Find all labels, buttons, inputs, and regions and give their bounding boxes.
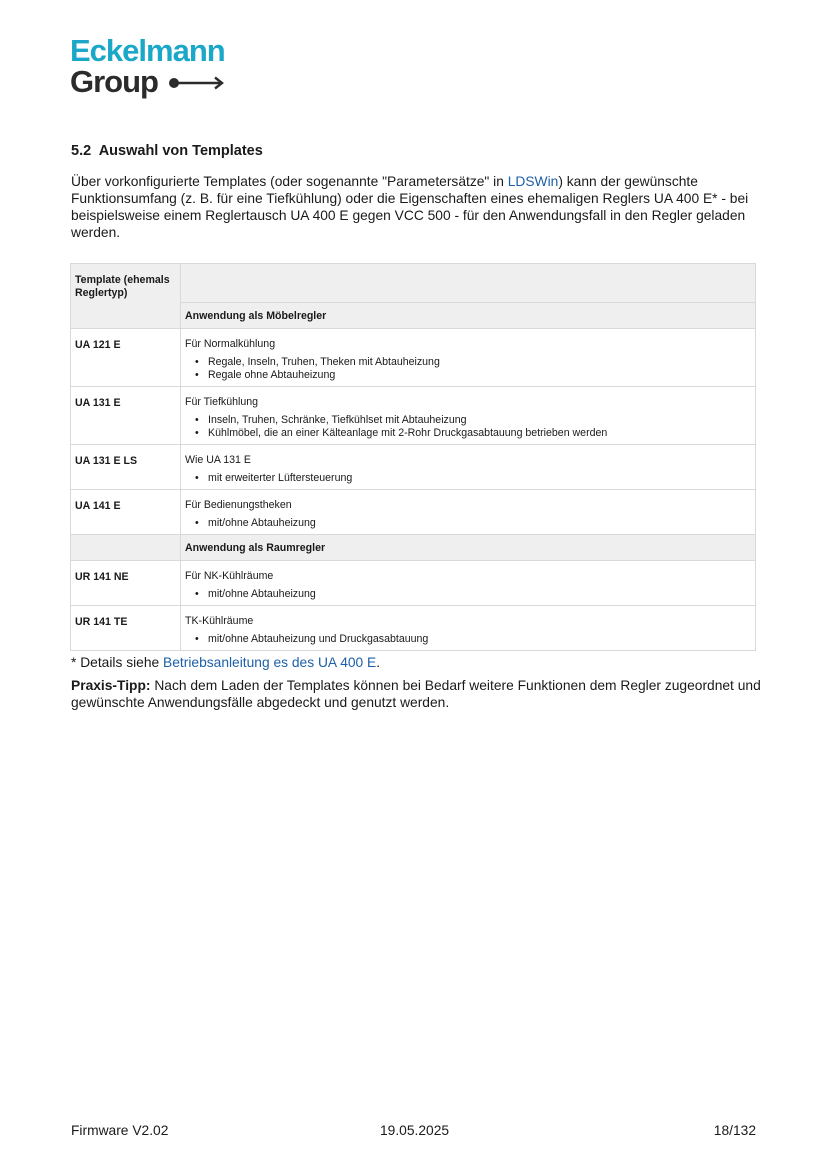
description-title: Für Tiefkühlung xyxy=(185,396,259,408)
tip-label: Praxis-Tipp: xyxy=(71,678,151,693)
intro-paragraph xyxy=(71,173,761,241)
bullet-list xyxy=(185,356,751,382)
logo-group-text: Group xyxy=(70,64,158,99)
intro-text-2: ) kann der gewünschte Funktionsumfang (z. B. für eine Tiefkühlung) oder die Eigenschaften eines ehemaligen Reglers UA 400 E* - bei beispielsweise einem Reglertausch UA 400 E gegen VCC 500 - für den Anwendungsfall in den Regler geladen werden. xyxy=(71,174,749,240)
list-item: • Regale ohne Abtauheizung xyxy=(193,369,751,382)
template-description xyxy=(181,561,756,606)
bullet-list xyxy=(185,588,751,601)
template-name: UA 131 E xyxy=(71,387,181,445)
template-name: UR 141 TE xyxy=(71,606,181,651)
description-title: Für Bedienungstheken xyxy=(185,499,292,511)
group-moebelregler: Anwendung als Möbelregler xyxy=(181,303,756,329)
section-heading xyxy=(71,143,263,159)
bullet-list xyxy=(185,517,751,530)
table-row xyxy=(71,445,756,490)
list-item: • mit/ohne Abtauheizung xyxy=(193,588,751,601)
tip-text: Nach dem Laden der Templates können bei Bedarf weitere Funktionen dem Regler zugeordnet und gewünschte Anwendungsfälle abgedeckt und genutzt werden. xyxy=(71,678,761,710)
group-raumregler: Anwendung als Raumregler xyxy=(181,535,756,561)
logo-wordmark-top: Eckelmann xyxy=(70,33,225,68)
footer-firmware: Firmware V2.02 xyxy=(71,1123,169,1138)
description-title: Für NK-Kühlräume xyxy=(185,570,274,582)
arrow-right-icon xyxy=(168,76,226,90)
table-header-row xyxy=(71,264,756,303)
ldswin-link[interactable]: LDSWin xyxy=(507,174,559,189)
logo-wordmark-bottom xyxy=(70,66,226,98)
manual-link[interactable]: Betriebsanleitung es des UA 400 E xyxy=(163,655,377,670)
section-title: Auswahl von Templates xyxy=(98,143,263,159)
footnote-end: . xyxy=(376,655,381,670)
table-row xyxy=(71,561,756,606)
template-description xyxy=(181,387,756,445)
footer-page-number: 18/132 xyxy=(713,1123,756,1138)
footer-date: 19.05.2025 xyxy=(380,1123,450,1138)
table-row xyxy=(71,387,756,445)
list-item: • Kühlmöbel, die an einer Kälteanlage mit 2-Rohr Druckgasabtauung betrieben werden xyxy=(193,427,751,440)
footnote xyxy=(71,655,380,670)
template-description xyxy=(181,329,756,387)
description-title: Wie UA 131 E xyxy=(185,454,251,466)
template-name: UA 121 E xyxy=(71,329,181,387)
template-name: UR 141 NE xyxy=(71,561,181,606)
template-description xyxy=(181,490,756,535)
template-name: UA 141 E xyxy=(71,490,181,535)
praxis-tip xyxy=(71,677,761,711)
template-name: UA 131 E LS xyxy=(71,445,181,490)
template-column-header: Template (ehemals Reglertyp) xyxy=(71,264,181,329)
list-item: • Inseln, Truhen, Schränke, Tiefkühlset mit Abtauheizung xyxy=(193,414,751,427)
list-item: • Regale, Inseln, Truhen, Theken mit Abtauheizung xyxy=(193,356,751,369)
table-group-row xyxy=(71,535,756,561)
bullet-list xyxy=(185,414,751,440)
description-title: Für Normalkühlung xyxy=(185,338,276,350)
section-number: 5.2 xyxy=(71,143,92,159)
list-item: • mit/ohne Abtauheizung und Druckgasabtauung xyxy=(193,633,751,646)
footnote-text: * Details siehe xyxy=(71,655,164,670)
company-logo xyxy=(70,33,226,99)
bullet-list xyxy=(185,472,751,485)
header-empty-cell xyxy=(181,264,756,303)
template-description xyxy=(181,606,756,651)
table-row xyxy=(71,606,756,651)
group-empty-cell xyxy=(71,535,181,561)
description-title: TK-Kühlräume xyxy=(185,615,254,627)
list-item: • mit/ohne Abtauheizung xyxy=(193,517,751,530)
intro-text-1: Über vorkonfigurierte Templates (oder sogenannte "Parametersätze" in xyxy=(71,174,508,189)
table-row xyxy=(71,329,756,387)
list-item: • mit erweiterter Lüftersteuerung xyxy=(193,472,751,485)
bullet-list xyxy=(185,633,751,646)
table-row xyxy=(71,490,756,535)
template-description xyxy=(181,445,756,490)
templates-table xyxy=(70,263,756,651)
